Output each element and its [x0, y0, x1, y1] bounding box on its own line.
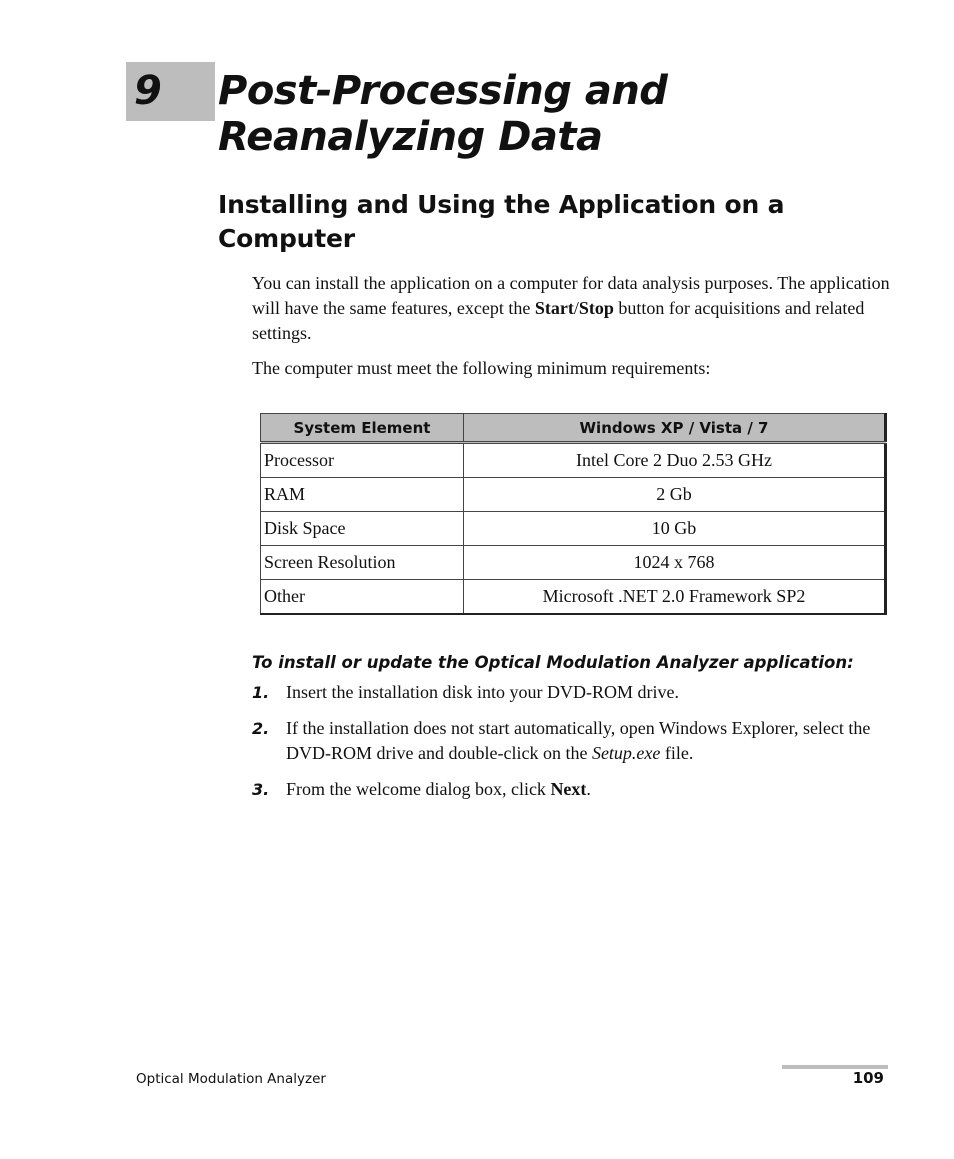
step-text-after: . — [586, 779, 591, 799]
setup-exe-filename: Setup.exe — [591, 743, 661, 763]
step-number: 2. — [252, 719, 270, 738]
start-label: Start — [534, 298, 574, 318]
row-value: 1024 x 768 — [464, 546, 886, 580]
step-3 — [252, 777, 892, 802]
page-number: 109 — [852, 1069, 884, 1087]
chapter-title — [218, 68, 898, 160]
intro-paragraph — [252, 271, 892, 346]
chapter-title-line1: Post-Processing and — [218, 68, 668, 114]
next-label: Next — [550, 779, 587, 799]
table-row — [261, 478, 886, 512]
row-label: RAM — [261, 478, 464, 512]
table-header-row — [261, 414, 886, 443]
chapter-number: 9 — [134, 68, 162, 114]
row-value: 10 Gb — [464, 512, 886, 546]
row-label: Other — [261, 580, 464, 615]
step-text-before: From the welcome dialog box, click — [286, 779, 551, 799]
header-system-element: System Element — [261, 414, 464, 443]
row-label: Processor — [261, 443, 464, 478]
footer-product-name: Optical Modulation Analyzer — [136, 1071, 326, 1087]
step-text-after: file. — [660, 743, 694, 763]
row-value: Intel Core 2 Duo 2.53 GHz — [464, 443, 886, 478]
chapter-title-line2: Reanalyzing Data — [218, 114, 603, 160]
table-row — [261, 512, 886, 546]
row-label: Screen Resolution — [261, 546, 464, 580]
intro-text-2: button for acquisitions and related settings. — [252, 298, 865, 343]
step-text: Insert the installation disk into your DVD-ROM drive. — [286, 682, 679, 702]
slash: / — [573, 298, 579, 318]
step-2 — [252, 716, 892, 766]
step-number: 1. — [252, 683, 270, 702]
step-text — [286, 716, 892, 766]
table-row — [261, 546, 886, 580]
intro-text-1: You can install the application on a computer for data analysis purposes. The application will have the same features, except the — [252, 273, 890, 318]
requirements-intro: The computer must meet the following minimum requirements: — [252, 358, 711, 378]
row-label: Disk Space — [261, 512, 464, 546]
procedure-title: To install or update the Optical Modulation Analyzer application: — [252, 653, 854, 672]
row-value: Microsoft .NET 2.0 Framework SP2 — [464, 580, 886, 615]
stop-label: Stop — [578, 298, 614, 318]
table-row — [261, 443, 886, 478]
table-row — [261, 580, 886, 615]
step-text — [286, 777, 892, 802]
section-heading: Installing and Using the Application on a Computer — [218, 190, 785, 253]
header-windows: Windows XP / Vista / 7 — [464, 414, 886, 443]
row-value: 2 Gb — [464, 478, 886, 512]
step-1 — [252, 680, 892, 705]
step-text-before: If the installation does not start automatically, open Windows Explorer, select the DVD-ROM drive and double-click on the — [286, 718, 871, 763]
requirements-table — [260, 413, 887, 615]
step-number: 3. — [252, 780, 270, 799]
